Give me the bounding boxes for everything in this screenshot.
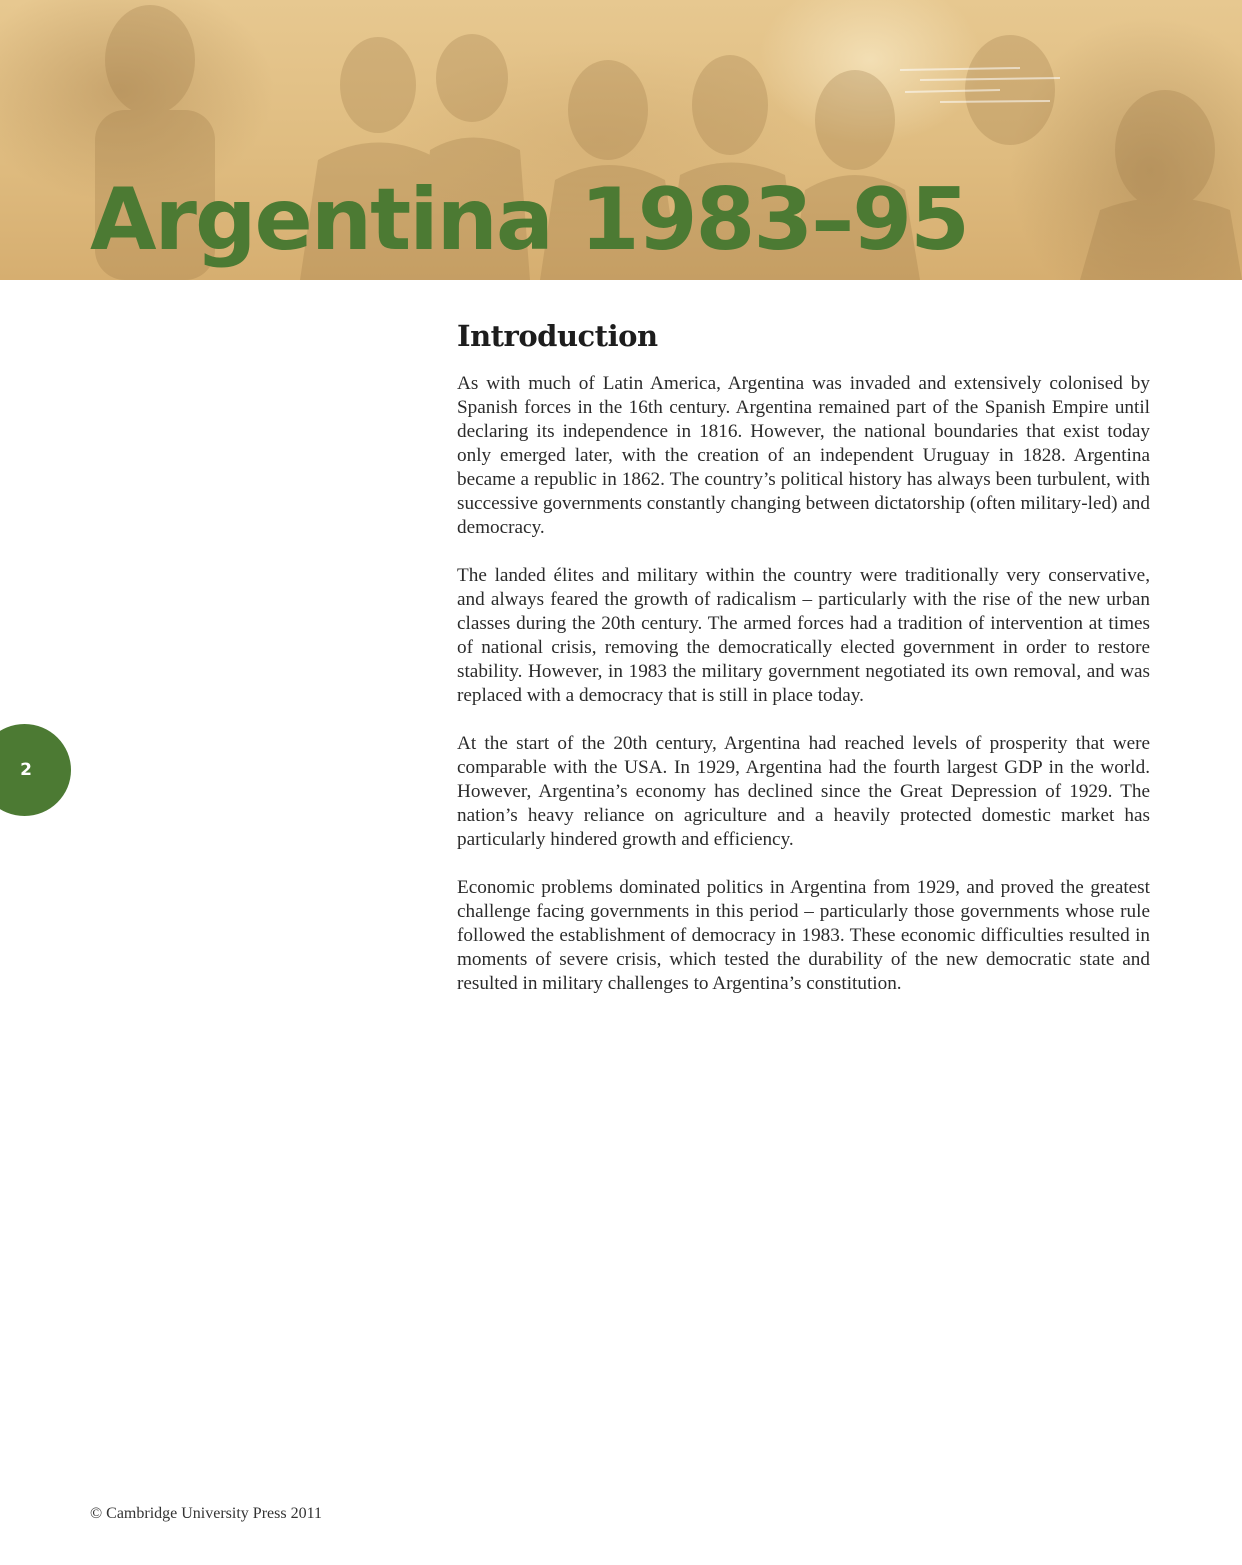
header-banner (0, 0, 1242, 280)
paragraph-2: The landed élites and military within the country were traditionally very conservative, and always feared the growth of radicalism – particularly with the rise of the new urban classes during the 20th century. The armed forces had a tradition of intervention at times of national crisis, removing the democratically elected government in order to restore stability. However, in 1983 the military government negotiated its own removal, and was replaced with a democracy that is still in place today. (457, 565, 1150, 706)
section-heading: Introduction (457, 319, 658, 353)
page-number: 2 (20, 760, 32, 780)
paragraph-4: Economic problems dominated politics in Argentina from 1929, and proved the greatest challenge facing governments in this period – particularly those governments whose rule followed the establishment of democracy in 1983. These economic difficulties resulted in moments of severe crisis, which tested the durability of the new democratic state and resulted in military challenges to Argentina’s constitution. (457, 877, 1150, 994)
paragraph-3: At the start of the 20th century, Argentina had reached levels of prosperity that were comparable with the USA. In 1929, Argentina had the fourth largest GDP in the world. However, Argentina’s economy has declined since the Great Depression of 1929. The nation’s heavy reliance on agriculture and a heavily protected domestic market has particularly hindered growth and efficiency. (457, 733, 1150, 850)
paragraph-1: As with much of Latin America, Argentina was invaded and extensively colonised by Spanish forces in the 16th century. Argentina remained part of the Spanish Empire until declaring its independence in 1816. However, the national boundaries that exist today only emerged later, with the creation of an independent Uruguay in 1828. Argentina became a republic in 1862. The country’s political history has always been turbulent, with successive governments constantly changing between dictatorship (often military-led) and democracy. (457, 373, 1150, 538)
copyright-footer: © Cambridge University Press 2011 (90, 1505, 322, 1522)
page-title: Argentina 1983–95 (90, 170, 968, 270)
introduction-section (457, 316, 1150, 1020)
